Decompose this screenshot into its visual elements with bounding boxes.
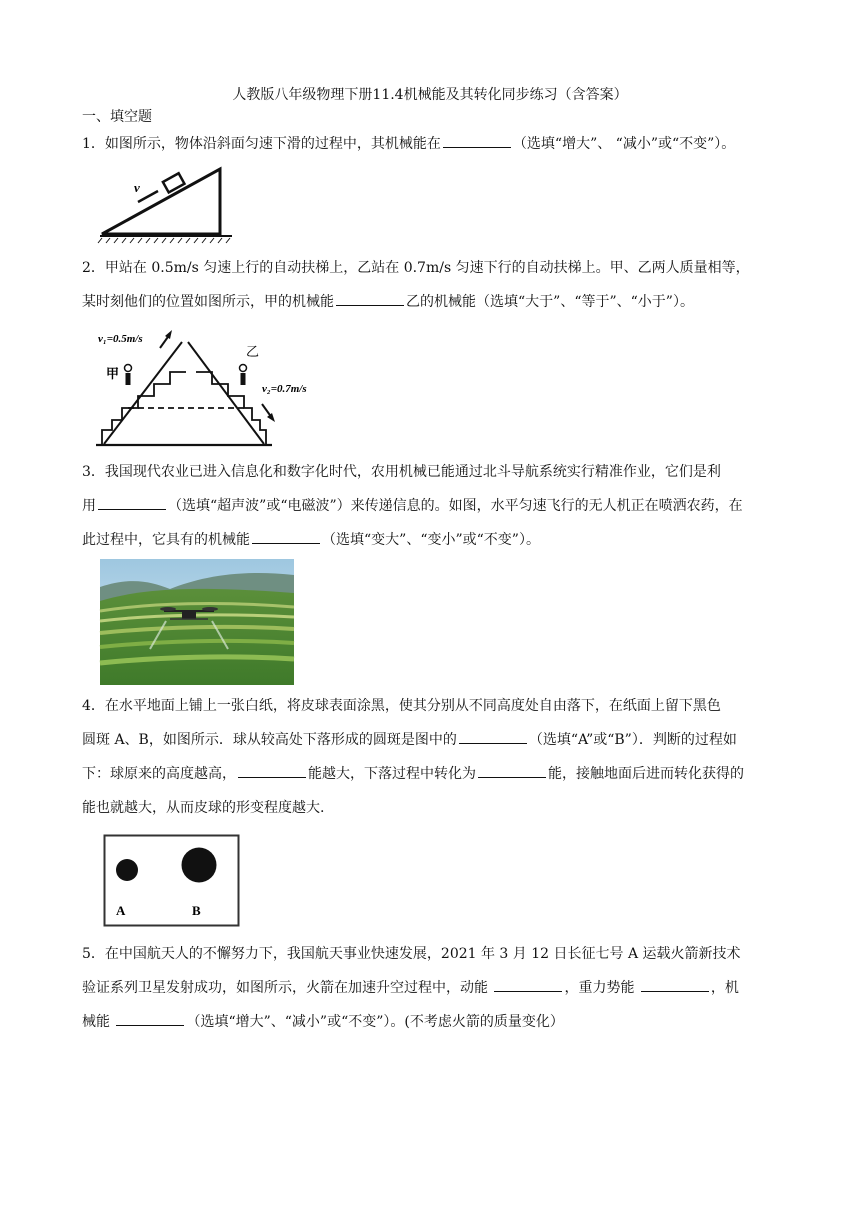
page-title: 人教版八年级物理下册11.4机械能及其转化同步练习（含答案） <box>232 87 628 103</box>
q1-text-b: （选填“增大”、 “减小”或“不变”）。 <box>512 136 736 152</box>
person-jia <box>125 365 132 386</box>
q3-answer-blank-2[interactable] <box>252 529 320 544</box>
q3-text-b: （选填“超声波”或“电磁波”）来传递信息的。如图，水平匀速飞行的无人机正在喷洒农药，在 <box>168 498 743 514</box>
q2-text-a: 某时刻他们的位置如图所示，甲的机械能 <box>82 294 334 310</box>
question-4 <box>82 689 778 825</box>
person-jia-label: 甲 <box>106 367 120 382</box>
spot-b-label: B <box>192 903 201 918</box>
q4-answer-blank-2[interactable] <box>238 763 306 778</box>
q2-text-b: 乙的机械能（选填“大于”、“等于”、“小于”）。 <box>406 294 694 310</box>
q5-answer-blank-3[interactable] <box>116 1011 184 1026</box>
q4-text-c: 下：球原来的高度越高， <box>82 766 236 782</box>
q4-text-d: 能越大，下落过程中转化为 <box>308 766 476 782</box>
spot-a-label: A <box>116 903 126 918</box>
incline-figure <box>98 164 234 244</box>
q3-text-a: 用 <box>82 498 96 514</box>
person-yi-label: 乙 <box>246 345 260 360</box>
q5-text-d: 械能 <box>82 1014 115 1030</box>
q5-answer-blank-1[interactable] <box>494 977 562 992</box>
person-yi <box>240 365 247 386</box>
velocity-label: v <box>134 180 140 195</box>
ball-spots-figure <box>103 834 241 928</box>
q3-text-c: 此过程中，它具有的机械能 <box>82 532 250 548</box>
q4-answer-blank-1[interactable] <box>459 729 527 744</box>
q1-text-a: 1．如图所示，物体沿斜面匀速下滑的过程中，其机械能在 <box>82 136 441 152</box>
question-3 <box>82 455 778 557</box>
question-5 <box>82 937 778 1039</box>
q5-text-a: 验证系列卫星发射成功，如图所示，火箭在加速升空过程中，动能 <box>82 980 493 996</box>
q3-line-1: 3．我国现代农业已进入信息化和数字化时代，农用机械已能通过北斗导航系统实行精准作业，它们是利 <box>82 464 721 480</box>
q3-answer-blank-1[interactable] <box>98 495 166 510</box>
q2-line-1: 2．甲站在 0.5m/s 匀速上行的自动扶梯上，乙站在 0.7m/s 匀速下行的自动扶梯上。甲、乙两人质量相等， <box>82 260 750 276</box>
speed-label-v1: v₁=0.5m/s <box>98 333 143 345</box>
section-heading: 一、填空题 <box>82 109 152 125</box>
q4-text-e: 能，接触地面后进而转化获得的 <box>548 766 744 782</box>
q5-text-c: ，机 <box>710 980 739 996</box>
velocity-arrow <box>138 191 158 202</box>
escalator-figure <box>94 322 307 450</box>
q4-line-1: 4．在水平地面上铺上一张白纸，将皮球表面涂黑，使其分别从不同高度处自由落下，在纸面上留下黑色 <box>82 698 721 714</box>
q4-answer-blank-3[interactable] <box>478 763 546 778</box>
question-1 <box>82 127 778 161</box>
q2-answer-blank[interactable] <box>336 291 404 306</box>
q4-line-4: 能也就越大，从而皮球的形变程度越大. <box>82 800 325 816</box>
spot-a <box>116 859 138 881</box>
q4-text-b: （选填“A”或“B”）．判断的过程如 <box>528 732 737 748</box>
q5-line-1: 5．在中国航天人的不懈努力下，我国航天事业快速发展，2021 年 3 月 12 日长征七号 A 运载火箭新技术 <box>82 946 741 962</box>
q4-text-a: 圆斑 A、B，如图所示．球从较高处下落形成的圆斑是图中的 <box>82 732 457 748</box>
question-2 <box>82 251 778 319</box>
spot-b <box>182 848 217 883</box>
drone-photo <box>100 559 294 685</box>
q3-text-d: （选填“变大”、“变小”或“不变”）。 <box>322 532 540 548</box>
q5-text-e: （选填“增大”、“减小”或“不变”）。(不考虑火箭的质量变化） <box>186 1014 564 1030</box>
q5-answer-blank-2[interactable] <box>641 977 709 992</box>
q5-text-b: ，重力势能 <box>564 980 639 996</box>
speed-label-v2: v₂=0.7m/s <box>262 383 307 395</box>
q1-answer-blank[interactable] <box>443 133 511 148</box>
